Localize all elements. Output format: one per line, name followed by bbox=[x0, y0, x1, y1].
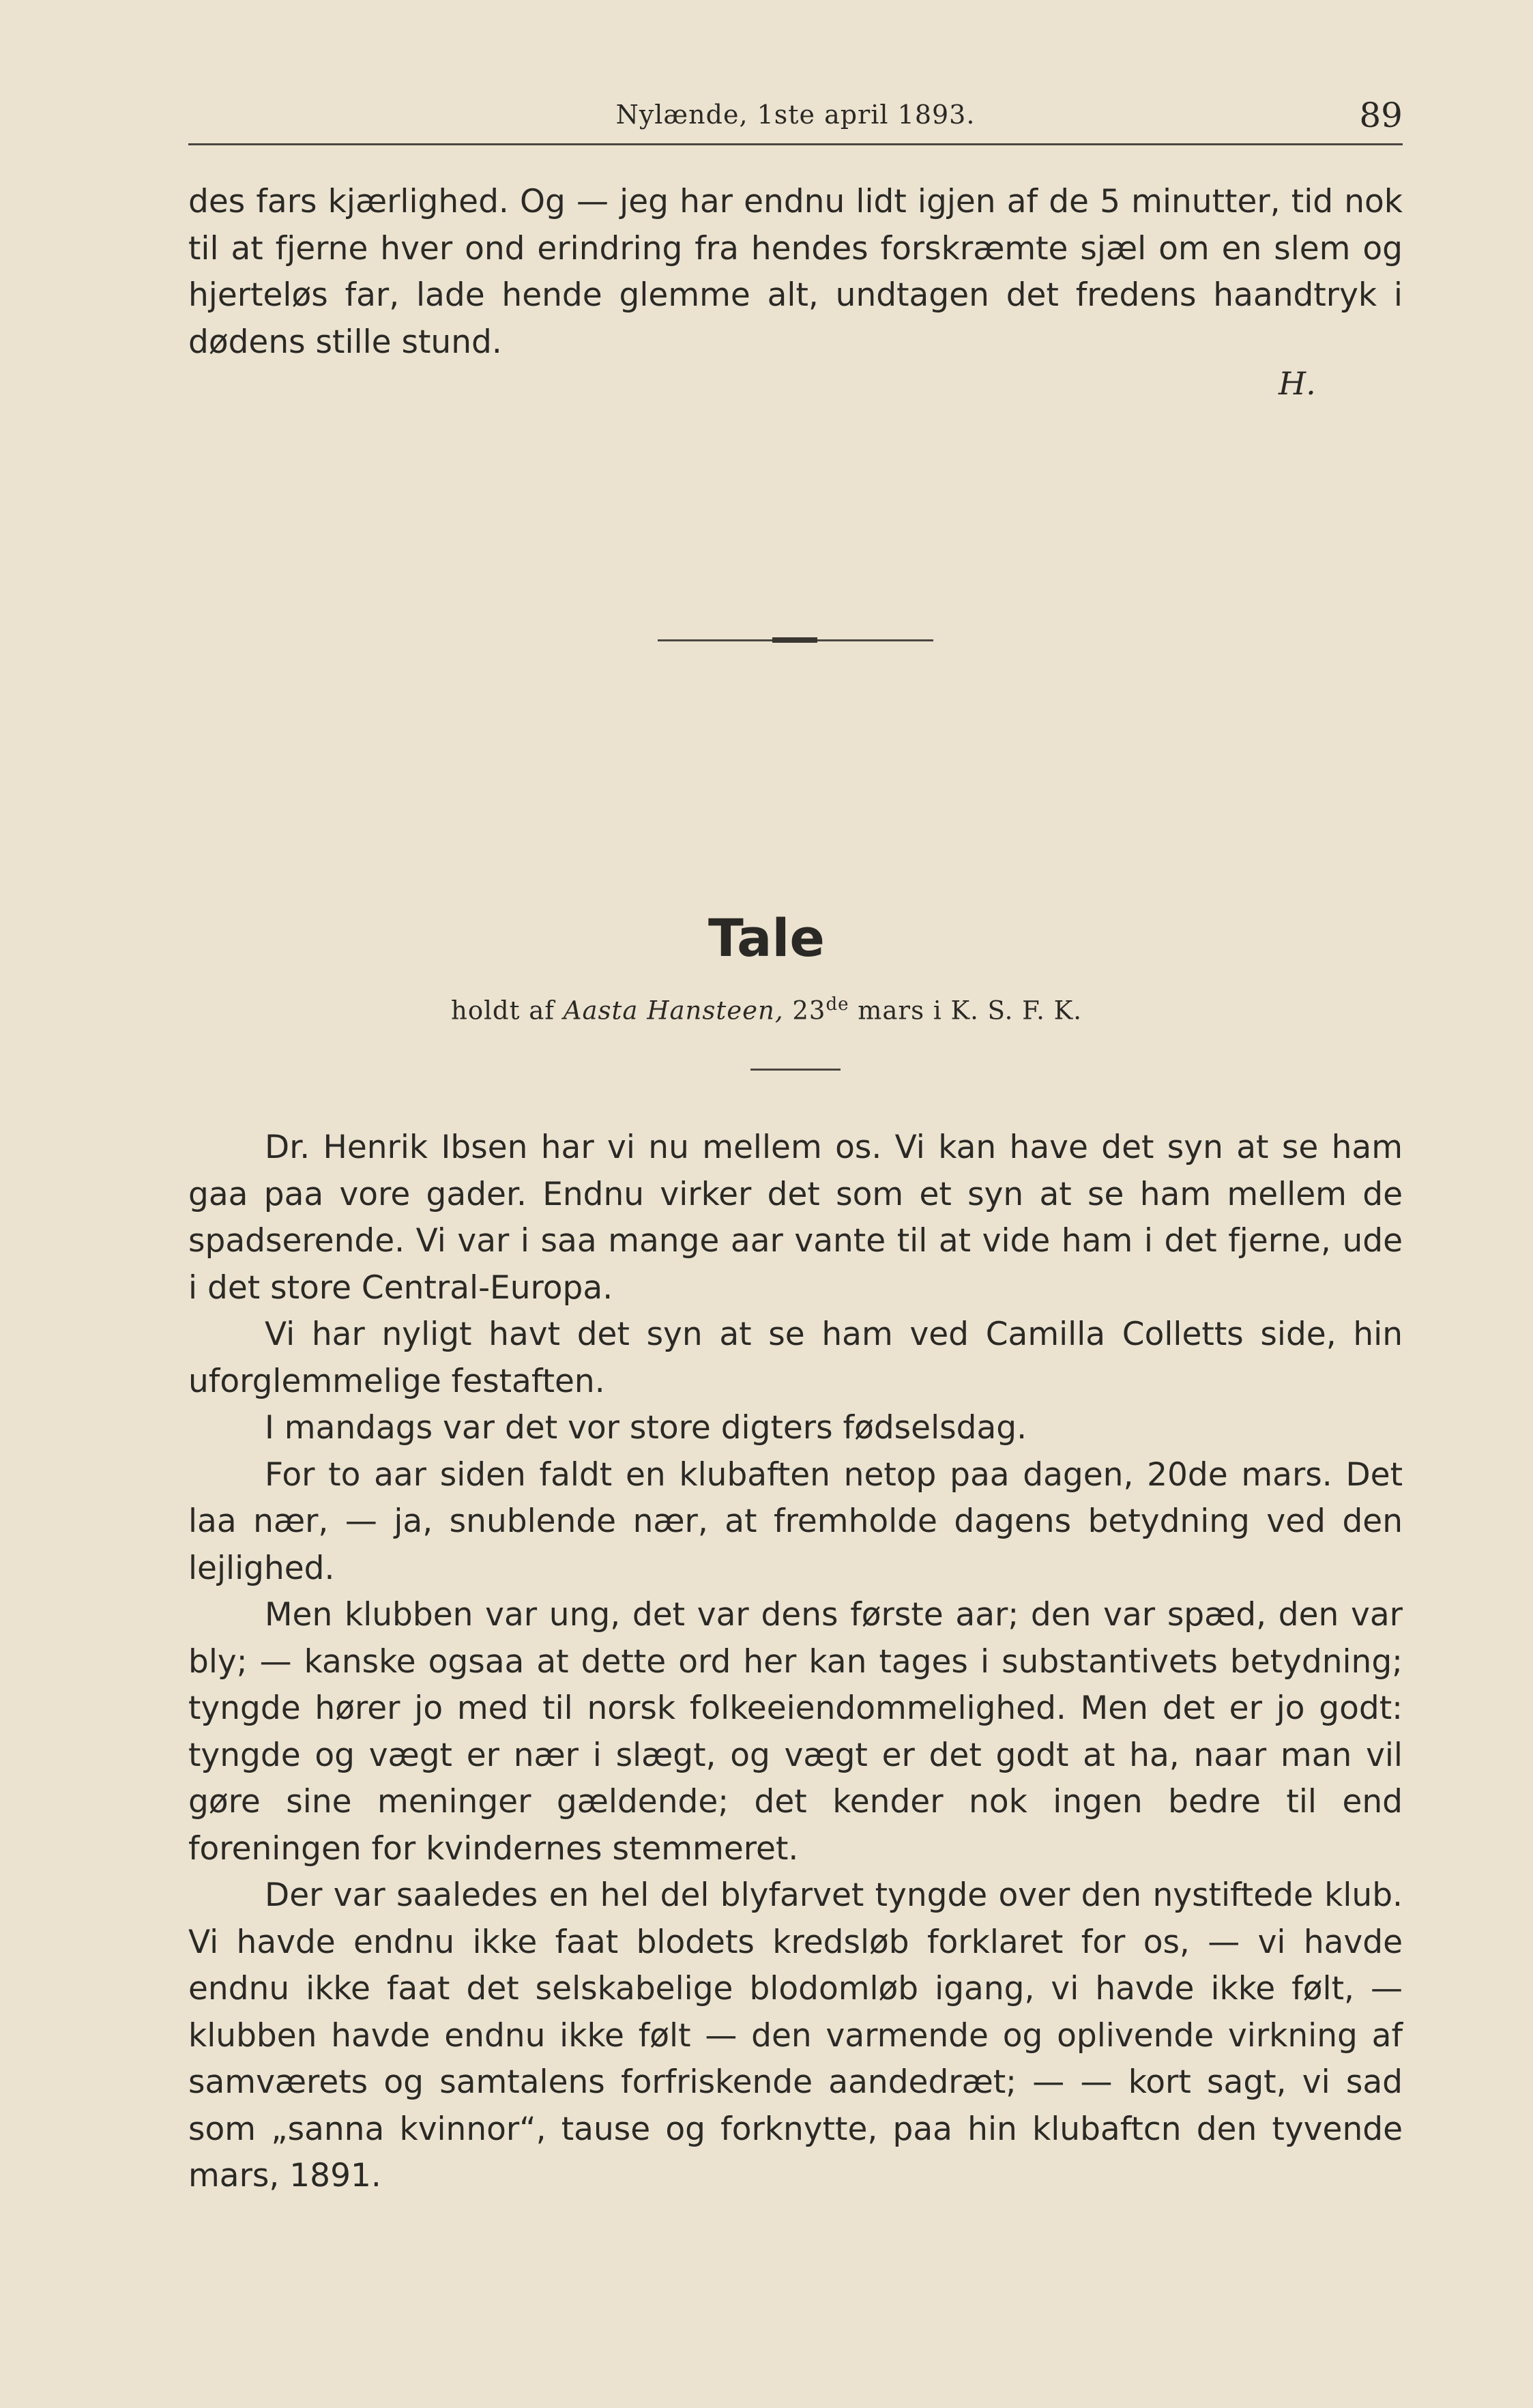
byline-rest: mars i K. S. F. K. bbox=[858, 996, 1083, 1026]
page-number: 89 bbox=[1359, 96, 1403, 135]
speech-paragraph: Vi har nyligt havt det syn at se ham ved Camilla Colletts side, hin uforglemmelige festaften. bbox=[188, 1316, 1403, 1400]
speech-paragraph: I mandags var det vor store digters fødselsdag. bbox=[265, 1409, 1027, 1447]
speech-paragraph: Dr. Henrik Ibsen har vi nu mellem os. Vi kan have det syn at se ham gaa paa vore gader. Endnu virker det som et syn at se ham mellem de spadserende. Vi var i saa mange aar vante til at vide ham i det fjerne, ude i det store Central-Europa. bbox=[188, 1129, 1403, 1307]
intro-paragraph: des fars kjærlighed. Og — jeg har endnu lidt igjen af de 5 minutter, tid nok til at fjerne hver ond erindring fra hendes forskræmte sjæl om en slem og hjerteløs far, lade hende glemme alt, undtagen det fredens haandtryk i dødens stille stund. bbox=[188, 183, 1403, 361]
byline-day: 23 bbox=[792, 996, 826, 1026]
speech-paragraph: Men klubben var ung, det var dens første aar; den var spæd, den var bly; — kanske ogsaa at dette ord her kan tages i substantivets betydning; tyngde hører jo med til norsk folkeeiendommelighed. Men det er jo godt: tyngde og vægt er nær i slægt, og vægt er det godt at ha, naar man vil gøre sine meninger gældende; det kender nok ingen bedre til end foreningen for kvindernes stemmeret. bbox=[188, 1596, 1403, 1868]
article-title: Tale bbox=[708, 908, 825, 968]
byline-author: Aasta Hansteen, bbox=[563, 996, 784, 1026]
speech-paragraph: For to aar siden faldt en klubaften netop paa dagen, 20de mars. Det laa nær, — ja, snublende nær, at fremholde dagens betydning ved den lejlighed. bbox=[188, 1455, 1403, 1587]
header-title: Nylænde, 1ste april 1893. bbox=[615, 100, 976, 130]
running-header bbox=[188, 96, 1403, 145]
author-signature: H. bbox=[1279, 365, 1316, 402]
intro-section bbox=[188, 179, 1403, 366]
byline-prefix: holdt af bbox=[450, 996, 555, 1026]
section-divider-center bbox=[772, 637, 817, 643]
article-byline bbox=[0, 994, 1533, 1025]
speech-paragraph: Der var saaledes en hel del blyfarvet tyngde over den nystiftede klub. Vi havde endnu ikke faat blodets kredsløb forklaret for os, — vi havde endnu ikke faat det selskabelige blodomløb igang, vi havde ikke følt, — klubben havde endnu ikke følt — den varmende og oplivende virkning af samværets og samtalens forfriskende aandedræt; — — kort sagt, vi sad som „sanna kvinnor“, tause og forknytte, paa hin klubaftcn den tyvende mars, 1891. bbox=[188, 1876, 1403, 2194]
title-rule bbox=[750, 1069, 841, 1071]
byline-day-suffix: de bbox=[826, 994, 849, 1015]
speech-body bbox=[188, 1125, 1403, 2200]
